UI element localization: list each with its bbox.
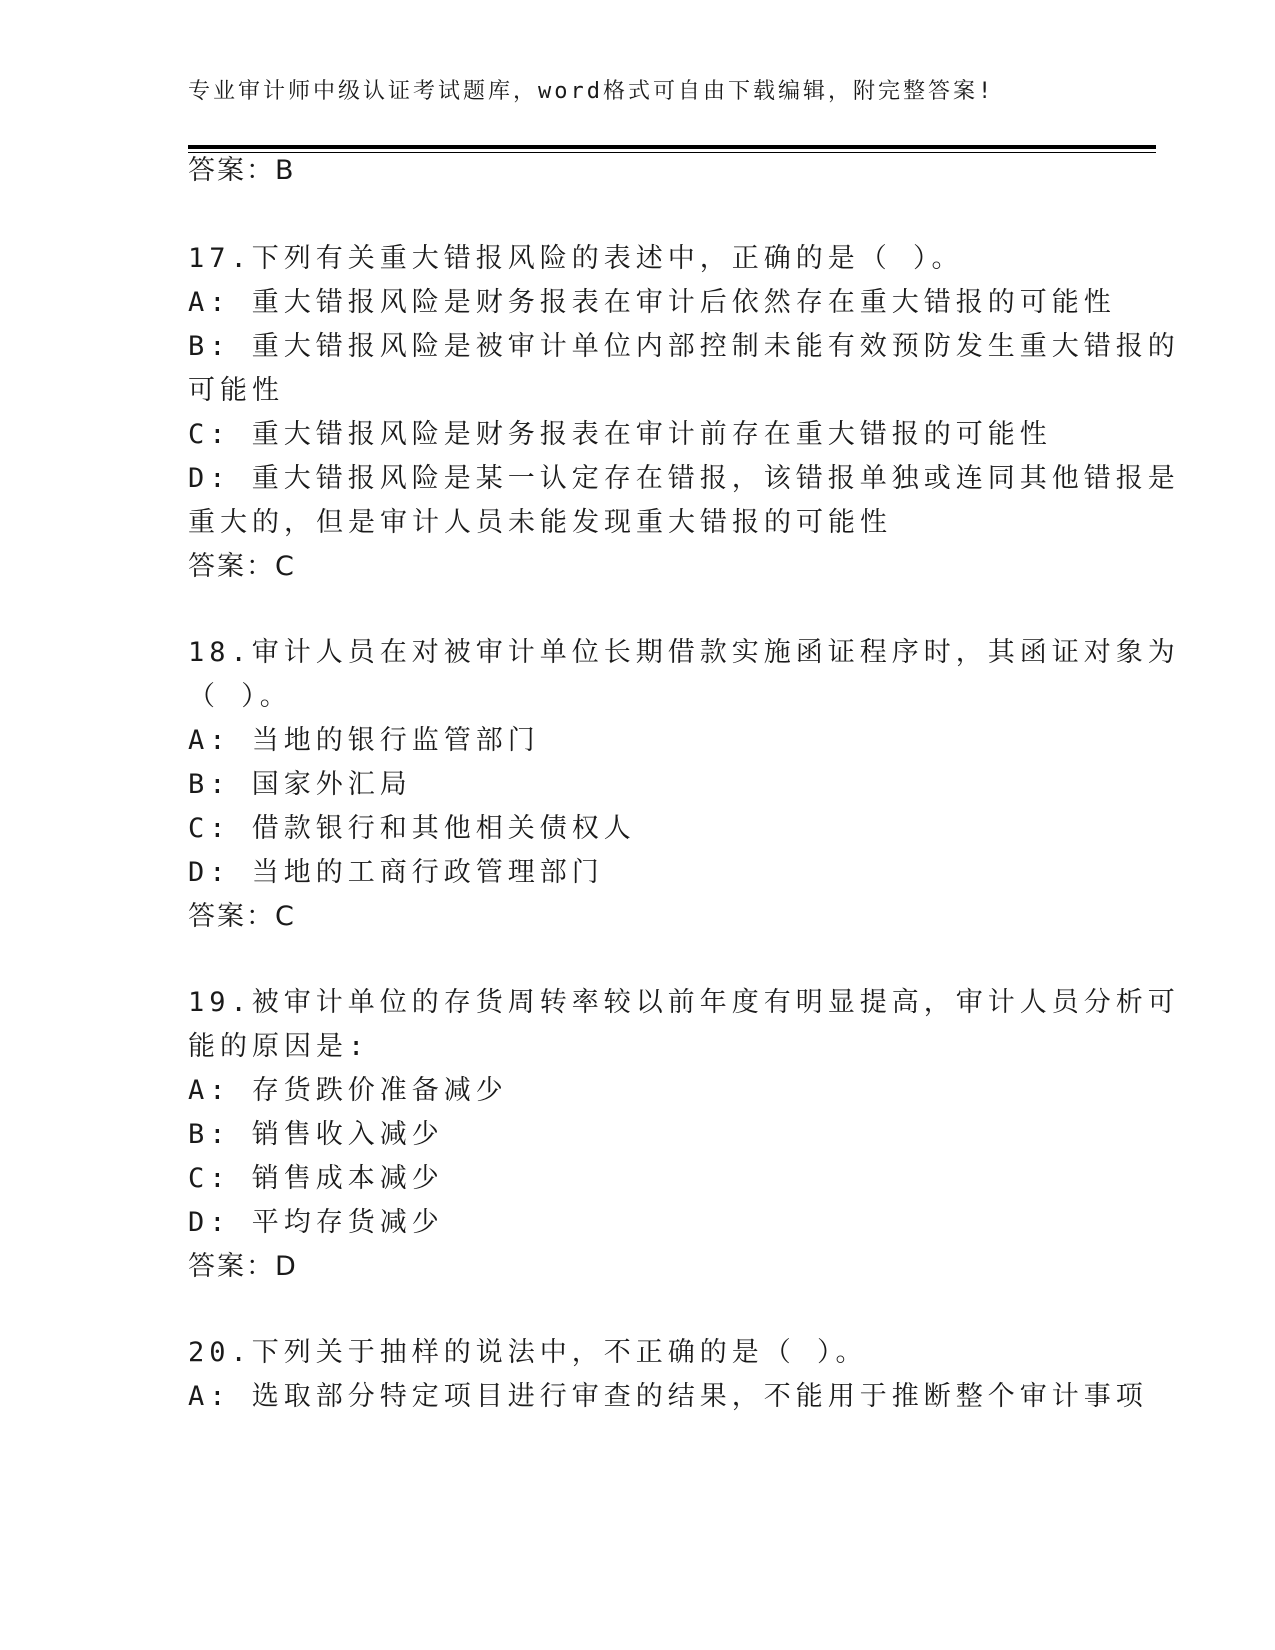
question-20-stem: 20.下列关于抽样的说法中，不正确的是（ ）。 [188, 1337, 868, 1368]
question-17-option-b: B: 重大错报风险是被审计单位内部控制未能有效预防发生重大错报的 [188, 331, 1180, 362]
question-19-option-c: C: 销售成本减少 [188, 1163, 444, 1194]
question-18-stem-cont: （ ）。 [188, 681, 292, 712]
question-17-option-d-cont: 重大的，但是审计人员未能发现重大错报的可能性 [188, 507, 892, 538]
answer-18: 答案：C [188, 901, 296, 932]
question-19-option-d: D: 平均存货减少 [188, 1207, 444, 1238]
question-17-stem: 17.下列有关重大错报风险的表述中，正确的是（ ）。 [188, 243, 964, 274]
question-18-stem: 18.审计人员在对被审计单位长期借款实施函证程序时，其函证对象为 [188, 637, 1180, 668]
question-17-option-d: D: 重大错报风险是某一认定存在错报，该错报单独或连同其他错报是 [188, 463, 1180, 494]
header-text: 专业审计师中级认证考试题库，word格式可自由下载编辑，附完整答案! [188, 79, 995, 104]
question-20-option-a: A: 选取部分特定项目进行审查的结果，不能用于推断整个审计事项 [188, 1381, 1148, 1412]
question-19-option-a: A: 存货跌价准备减少 [188, 1075, 508, 1106]
question-18-option-d: D: 当地的工商行政管理部门 [188, 857, 604, 888]
question-18-option-a: A: 当地的银行监管部门 [188, 725, 540, 756]
question-17-option-c: C: 重大错报风险是财务报表在审计前存在重大错报的可能性 [188, 419, 1052, 450]
question-19-stem: 19.被审计单位的存货周转率较以前年度有明显提高，审计人员分析可 [188, 987, 1180, 1018]
question-19-option-b: B: 销售收入减少 [188, 1119, 444, 1150]
question-19-stem-cont: 能的原因是: [188, 1031, 370, 1062]
question-17-option-a: A: 重大错报风险是财务报表在审计后依然存在重大错报的可能性 [188, 287, 1116, 318]
header-rule-thick [188, 145, 1156, 149]
question-18-option-c: C: 借款银行和其他相关债权人 [188, 813, 636, 844]
answer-16: 答案：B [188, 155, 296, 186]
header-rule-thin [188, 152, 1156, 153]
question-17-option-b-cont: 可能性 [188, 375, 284, 406]
answer-17: 答案：C [188, 551, 296, 582]
answer-19: 答案：D [188, 1251, 298, 1282]
question-18-option-b: B: 国家外汇局 [188, 769, 412, 800]
